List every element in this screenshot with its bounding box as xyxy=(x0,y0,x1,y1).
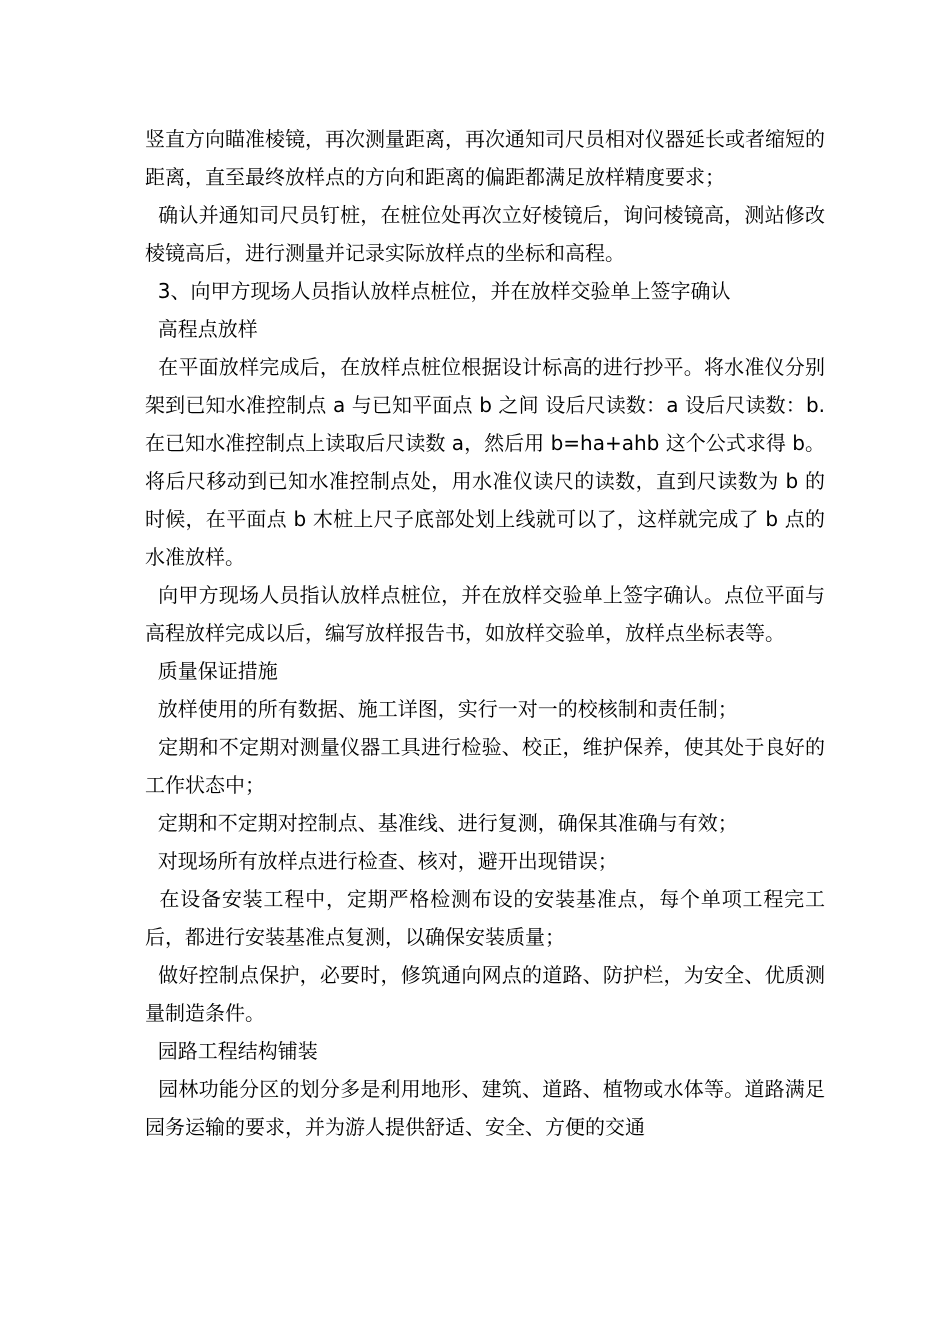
heading-elevation-stakeout: 高程点放样 xyxy=(145,317,258,341)
paragraph-elevation-method: 在平面放样完成后，在放样点桩位根据设计标高的进行抄平。将水准仪分别架到已知水准控制点 a 与已知平面点 b 之间 设后尺读数：a 设后尺读数：b.在已知水准控制点上读取后尺读数 a，然后用 b=ha+ahb 这个公式求得 b。将后尺移动到已知水准控制点处，用水准仪读尺的读数，直到尺读数为 b 的时候，在平面点 b 木桩上尺子底部处划上线就可以了，这样就完成了 b 点的水准放样。 xyxy=(145,355,826,569)
paragraph-confirm-stake: 确认并通知司尺员钉桩，在桩位处再次立好棱镜后，询问棱镜高，测站修改棱镜高后，进行测量并记录实际放样点的坐标和高程。 xyxy=(145,203,826,265)
list-item-data-check: 放样使用的所有数据、施工详图，实行一对一的校核制和责任制； xyxy=(145,697,738,721)
list-item-installation-benchmark: 在设备安装工程中，定期严格检测布设的安装基准点，每个单项工程完工后，都进行安装基准点复测，以确保安装质量； xyxy=(145,887,826,949)
paragraph-step-3: 3、向甲方现场人员指认放样点桩位，并在放样交验单上签字确认 xyxy=(145,279,731,303)
paragraph-report: 向甲方现场人员指认放样点桩位，并在放样交验单上签字确认。点位平面与高程放样完成以后，编写放样报告书，如放样交验单，放样点坐标表等。 xyxy=(145,583,826,645)
heading-garden-road: 园路工程结构铺装 xyxy=(145,1039,318,1063)
list-item-instrument-check: 定期和不定期对测量仪器工具进行检验、校正，维护保养，使其处于良好的工作状态中； xyxy=(145,735,826,797)
document-body xyxy=(145,120,825,1146)
list-item-control-recheck: 定期和不定期对控制点、基准线、进行复测，确保其准确与有效； xyxy=(145,811,738,835)
paragraph-stakeout-distance: 竖直方向瞄准棱镜，再次测量距离，再次通知司尺员相对仪器延长或者缩短的距离，直至最终放样点的方向和距离的偏距都满足放样精度要求； xyxy=(145,127,825,189)
paragraph-garden-road: 园林功能分区的划分多是利用地形、建筑、道路、植物或水体等。道路满足园务运输的要求，并为游人提供舒适、安全、方便的交通 xyxy=(145,1077,826,1139)
heading-quality-assurance: 质量保证措施 xyxy=(145,659,278,683)
list-item-control-protection: 做好控制点保护，必要时，修筑通向网点的道路、防护栏，为安全、优质测量制造条件。 xyxy=(145,963,826,1025)
list-item-point-verify: 对现场所有放样点进行检查、核对，避开出现错误； xyxy=(145,849,618,873)
